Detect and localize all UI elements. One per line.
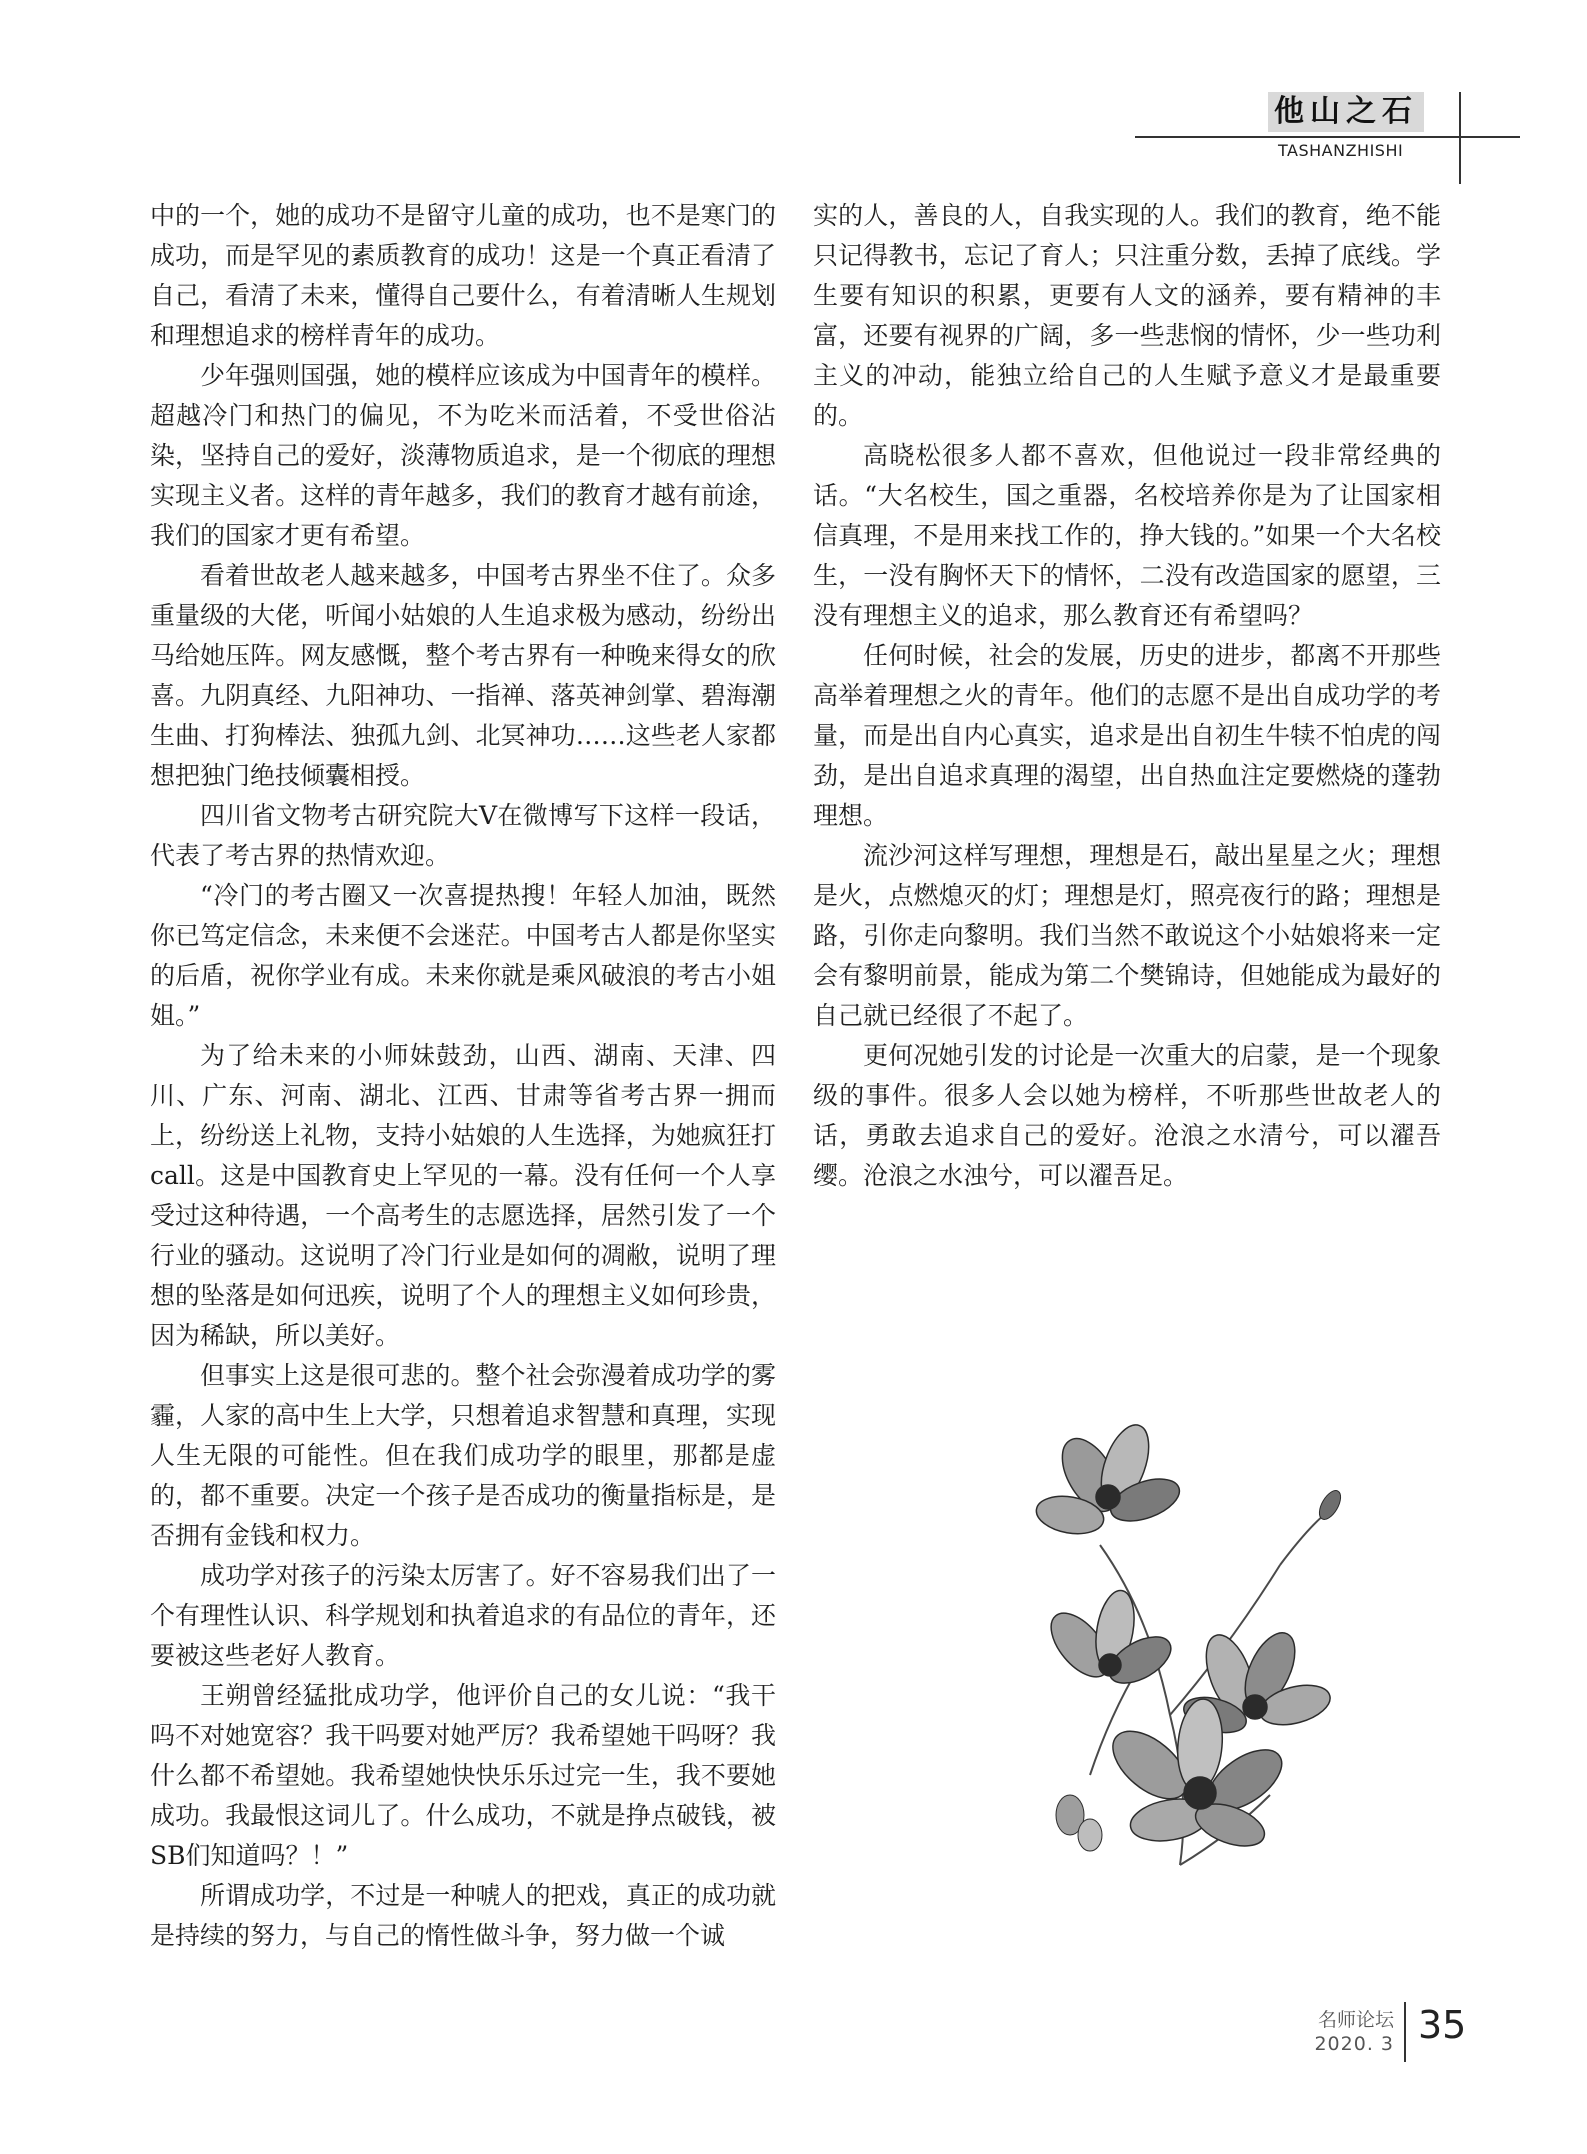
page-number: 35 (1418, 2003, 1467, 2047)
paragraph: 王朔曾经猛批成功学，他评价自己的女儿说：“我干吗不对她宽容？我干吗要对她严厉？我希望她干吗呀？我什么都不希望她。我希望她快快乐乐过完一生，我不要她成功。我最恨这词儿了。什么成功，不就是挣点破钱，被SB们知道吗？！” (150, 1681, 776, 1870)
paragraph: 看着世故老人越来越多，中国考古界坐不住了。众多重量级的大佬，听闻小姑娘的人生追求极为感动，纷纷出马给她压阵。网友感慨，整个考古界有一种晚来得女的欣喜。九阴真经、九阳神功、一指禅、落英神剑掌、碧海潮生曲、打狗棒法、独孤九剑、北冥神功……这些老人家都想把独门绝技倾囊相授。 (150, 561, 776, 790)
paragraph: 实的人，善良的人，自我实现的人。我们的教育，绝不能只记得教书，忘记了育人；只注重分数，丢掉了底线。学生要有知识的积累，更要有人文的涵养，要有精神的丰富，还要有视界的广阔，多一些悲悯的情怀，少一些功利主义的冲动，能独立给自己的人生赋予意义才是最重要的。 (813, 201, 1441, 430)
paragraph: 中的一个，她的成功不是留守儿童的成功，也不是寒门的成功，而是罕见的素质教育的成功！这是一个真正看清了自己，看清了未来，懂得自己要什么，有着清晰人生规划和理想追求的榜样青年的成功。 (150, 201, 776, 350)
footer-divider (1404, 2002, 1406, 2062)
paragraph: 高晓松很多人都不喜欢，但他说过一段非常经典的话。“大名校生，国之重器，名校培养你是为了让国家相信真理，不是用来找工作的，挣大钱的。”如果一个大名校生，一没有胸怀天下的情怀，二没有改造国家的愿望，三没有理想主义的追求，那么教育还有希望吗？ (813, 441, 1441, 630)
paragraph: 更何况她引发的讨论是一次重大的启蒙，是一个现象级的事件。很多人会以她为榜样，不听那些世故老人的话，勇敢去追求自己的爱好。沧浪之水清兮，可以濯吾缨。沧浪之水浊兮，可以濯吾足。 (813, 1041, 1441, 1190)
flower-bottom (1101, 1697, 1292, 1854)
flower-illustration (1030, 1415, 1360, 1895)
paragraph: 所谓成功学，不过是一种唬人的把戏，真正的成功就是持续的努力，与自己的惰性做斗争，努力做一个诚 (150, 1881, 776, 1950)
section-title: 他山之石 (1268, 92, 1424, 132)
quote-paragraph: “冷门的考古圈又一次喜提热搜！年轻人加油，既然你已笃定信念，未来便不会迷茫。中国考古人都是你坚实的后盾，祝你学业有成。未来你就是乘风破浪的考古小姐姐。” (150, 881, 776, 1030)
paragraph: 流沙河这样写理想，理想是石，敲出星星之火；理想是火，点燃熄灭的灯；理想是灯，照亮夜行的路；理想是路，引你走向黎明。我们当然不敢说这个小姑娘将来一定会有黎明前景，能成为第二个樊锦诗，但她能成为最好的自己就已经很了不起了。 (813, 841, 1441, 1030)
header-divider (1459, 92, 1461, 184)
left-column (150, 196, 776, 1956)
flower-top (1033, 1419, 1185, 1539)
paragraph: 为了给未来的小师妹鼓劲，山西、湖南、天津、四川、广东、河南、湖北、江西、甘肃等省考古界一拥而上，纷纷送上礼物，支持小姑娘的人生选择，为她疯狂打call。这是中国教育史上罕见的一幕。没有任何一个人享受过这种待遇，一个高考生的志愿选择，居然引发了一个行业的骚动。这说明了冷门行业是如何的凋敝，说明了理想的坠落是如何迅疾，说明了个人的理想主义如何珍贵，因为稀缺，所以美好。 (150, 1041, 776, 1350)
journal-name: 名师论坛 (1317, 2009, 1394, 2031)
paragraph: 四川省文物考古研究院大V在微博写下这样一段话，代表了考古界的热情欢迎。 (150, 801, 776, 870)
paragraph: 但事实上这是很可悲的。整个社会弥漫着成功学的雾霾，人家的高中生上大学，只想着追求智慧和真理，实现人生无限的可能性。但在我们成功学的眼里，那都是虚的，都不重要。决定一个孩子是否成功的衡量指标是，是否拥有金钱和权力。 (150, 1361, 776, 1550)
section-pinyin: TASHANZHISHI (1278, 141, 1404, 160)
header-rule (1135, 136, 1520, 138)
paragraph: 少年强则国强，她的模样应该成为中国青年的模样。超越冷门和热门的偏见，不为吃米而活着，不受世俗沾染，坚持自己的爱好，淡薄物质追求，是一个彻底的理想实现主义者。这样的青年越多，我们的教育才越有前途，我们的国家才更有希望。 (150, 361, 776, 550)
issue-date: 2020. 3 (1314, 2033, 1394, 2055)
paragraph: 成功学对孩子的污染太厉害了。好不容易我们出了一个有理性认识、科学规划和执着追求的有品位的青年，还要被这些老好人教育。 (150, 1561, 776, 1670)
right-column (813, 196, 1441, 1196)
flower-middle (1040, 1587, 1178, 1692)
paragraph: 任何时候，社会的发展，历史的进步，都离不开那些高举着理想之火的青年。他们的志愿不是出自成功学的考量，而是出自内心真实，追求是出自初生牛犊不怕虎的闯劲，是出自追求真理的渴望，出自热血注定要燃烧的蓬勃理想。 (813, 641, 1441, 830)
